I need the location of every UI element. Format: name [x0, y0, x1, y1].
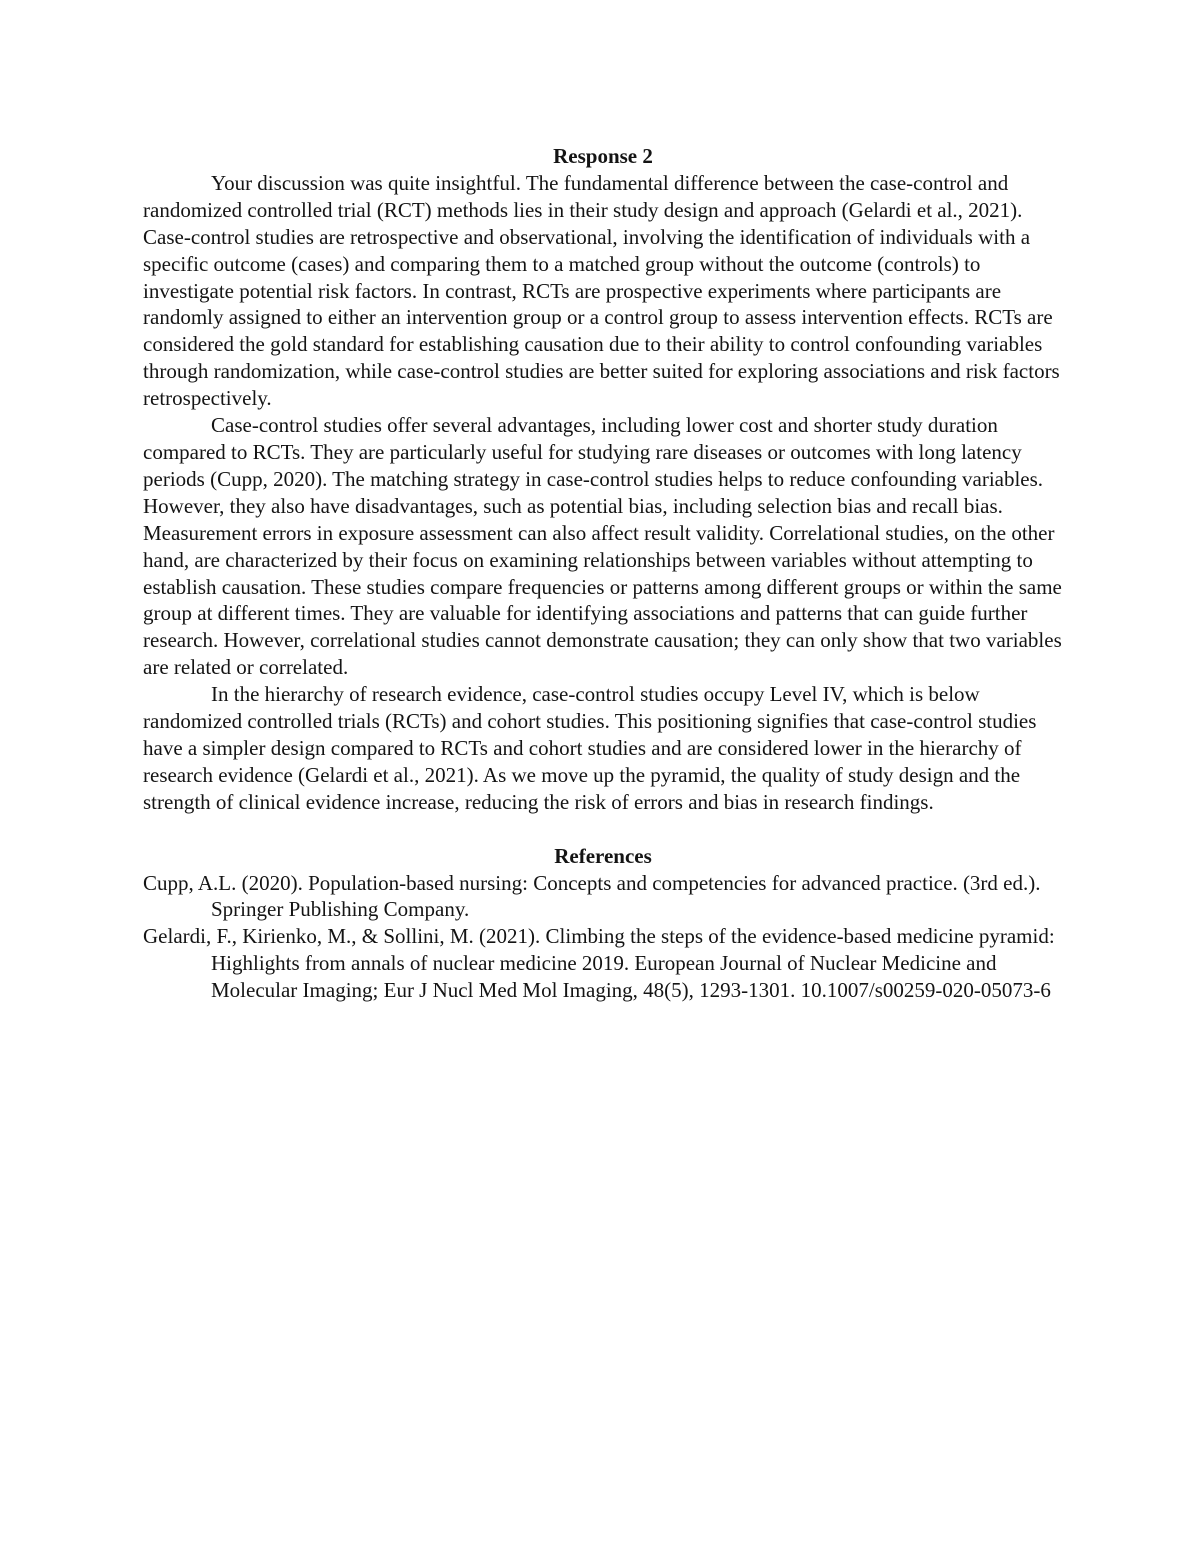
reference-entry-1: Cupp, A.L. (2020). Population-based nursing: Concepts and competencies for advanced practice. (3rd ed.). Springer Publishing Company. — [143, 870, 1041, 922]
document-title: Response 2 — [553, 144, 653, 168]
references-heading: References — [554, 843, 652, 868]
body-paragraph-3: In the hierarchy of research evidence, case-control studies occupy Level IV, which is below randomized controlled trials (RCTs) and cohort studies. This positioning signifies that case-control studies have a simpler design compared to RCTs and cohort studies and are considered lower in the hierarchy of research evidence (Gelardi et al., 2021). As we move up the pyramid, the quality of study design and the strength of clinical evidence increase, reducing the risk of errors and bias in research findings. — [143, 682, 1037, 814]
document-page — [143, 143, 1063, 1004]
reference-entry-2: Gelardi, F., Kirienko, M., & Sollini, M. (2021). Climbing the steps of the evidence-based medicine pyramid: Highlights from annals of nuclear medicine 2019. European Journal of Nuclear Medicine and Molecular Imaging; Eur J Nucl Med Mol Imaging, 48(5), 1293-1301. 10.1007/s00259-020-05073-6 — [143, 924, 1055, 1003]
body-paragraph-1: Your discussion was quite insightful. The fundamental difference between the case-control and randomized controlled trial (RCT) methods lies in their study design and approach (Gelardi et al., 2021). Case-control studies are retrospective and observational, involving the identification of individuals with a specific outcome (cases) and comparing them to a matched group without the outcome (controls) to investigate potential risk factors. In contrast, RCTs are prospective experiments where participants are randomly assigned to either an intervention group or a control group to assess intervention effects. RCTs are considered the gold standard for establishing causation due to their ability to control confounding variables through randomization, while case-control studies are better suited for exploring associations and risk factors retrospectively. — [143, 170, 1060, 411]
section-spacer — [143, 816, 1063, 843]
body-paragraph-2: Case-control studies offer several advantages, including lower cost and shorter study duration compared to RCTs. They are particularly useful for studying rare diseases or outcomes with long latency periods (Cupp, 2020). The matching strategy in case-control studies helps to reduce confounding variables. However, they also have disadvantages, such as potential bias, including selection bias and recall bias. Measurement errors in exposure assessment can also affect result validity. Correlational studies, on the other hand, are characterized by their focus on examining relationships between variables without attempting to establish causation. These studies compare frequencies or patterns among different groups or within the same group at different times. They are valuable for identifying associations and patterns that can guide further research. However, correlational studies cannot demonstrate causation; they can only show that two variables are related or correlated. — [143, 413, 1062, 680]
